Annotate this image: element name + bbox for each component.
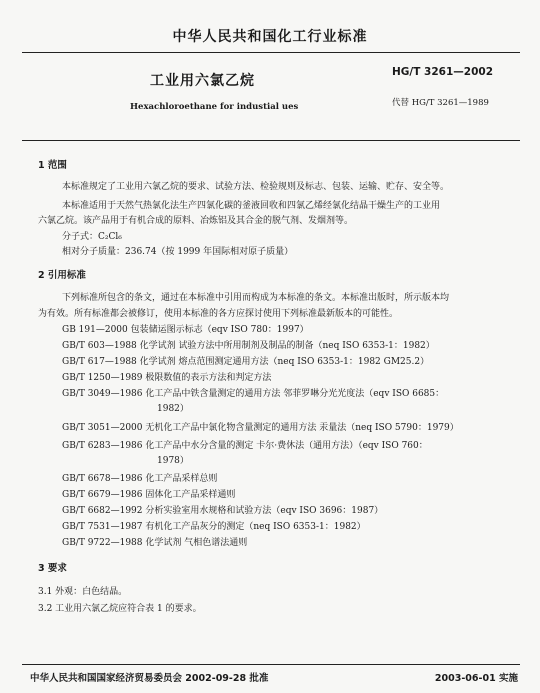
reference-item-cont: 1978） — [157, 456, 189, 466]
reference-item: GB/T 6678—1986 化工产品采样总则 — [62, 474, 218, 484]
scope-paragraph-1: 本标准规定了工业用六氯乙烷的要求、试验方法、检验规则及标志、包装、运输、贮存、安全等。 — [62, 182, 450, 192]
section-requirements-heading: 3 要求 — [38, 563, 67, 574]
effective-date: 2003-06-01 实施 — [434, 673, 518, 684]
reference-item: GB/T 6283—1986 化工产品中水分含量的测定 卡尔·费休法（通用方法）（eqv ISO 760： — [62, 441, 428, 451]
reference-item: GB/T 617—1988 化学试剂 熔点范围测定通用方法（neq ISO 6353-1：1982 GM25.2） — [62, 357, 430, 367]
reference-item: GB/T 603—1988 化学试剂 试验方法中所用制剂及制品的制备（neq ISO 6353-1：1982） — [62, 341, 435, 351]
references-intro-cont: 为有效。所有标准都会被修订，使用本标准的各方应探讨使用下列标准最新版本的可能性。 — [38, 309, 399, 319]
section-references-heading: 2 引用标准 — [38, 270, 86, 281]
standard-type-heading: 中华人民共和国化工行业标准 — [172, 29, 368, 45]
document-title: 工业用六氯乙烷 — [150, 73, 255, 89]
header-rule — [22, 52, 520, 53]
reference-item: GB/T 1250—1989 极限数值的表示方法和判定方法 — [62, 373, 272, 383]
reference-item: GB/T 3051—2000 无机化工产品中氯化物含量测定的通用方法 汞量法（neq ISO 5790：1979） — [62, 423, 459, 433]
reference-item: GB 191—2000 包装储运图示标志（eqv ISO 780：1997） — [62, 325, 309, 335]
title-rule — [22, 140, 520, 141]
reference-item-cont: 1982） — [157, 404, 189, 414]
approval-issuer: 中华人民共和国国家经济贸易委员会 2002-09-28 批准 — [30, 673, 269, 684]
document-title-english: Hexachloroethane for industial ues — [130, 102, 299, 112]
molecular-formula: 分子式：C₂Cl₆ — [62, 232, 122, 242]
standard-code: HG/T 3261—2002 — [392, 66, 494, 78]
reference-item: GB/T 6682—1992 分析实验室用水规格和试验方法（eqv ISO 3696：1987） — [62, 506, 384, 516]
scope-paragraph-2: 本标准适用于天然气热氯化法生产四氯化碳的釜液回收和四氯乙烯经氯化结晶干燥生产的工业用 — [62, 201, 441, 211]
reference-item: GB/T 3049—1986 化工产品中铁含量测定的通用方法 邻菲罗啉分光光度法（eqv ISO 6685： — [62, 389, 445, 399]
requirement-3-1: 3.1 外观：白色结晶。 — [38, 587, 128, 597]
reference-item: GB/T 9722—1988 化学试剂 气相色谱法通则 — [62, 538, 248, 548]
references-intro: 下列标准所包含的条文，通过在本标准中引用而构成为本标准的条文。本标准出版时，所示版本均 — [62, 293, 450, 303]
footer-rule — [22, 664, 520, 665]
section-scope-heading: 1 范围 — [38, 160, 67, 171]
reference-item: GB/T 7531—1987 有机化工产品灰分的测定（neq ISO 6353-1：1982） — [62, 522, 366, 532]
replaces-standard: 代替 HG/T 3261—1989 — [392, 98, 489, 108]
scope-paragraph-2-cont: 六氯乙烷。该产品用于有机合成的原料、冶炼铝及其合金的脱气剂、发烟剂等。 — [38, 216, 354, 226]
molar-mass: 相对分子质量：236.74（按 1999 年国际相对原子质量） — [62, 247, 294, 257]
reference-item: GB/T 6679—1986 固体化工产品采样通则 — [62, 490, 236, 500]
requirement-3-2: 3.2 工业用六氯乙烷应符合表 1 的要求。 — [38, 604, 202, 614]
